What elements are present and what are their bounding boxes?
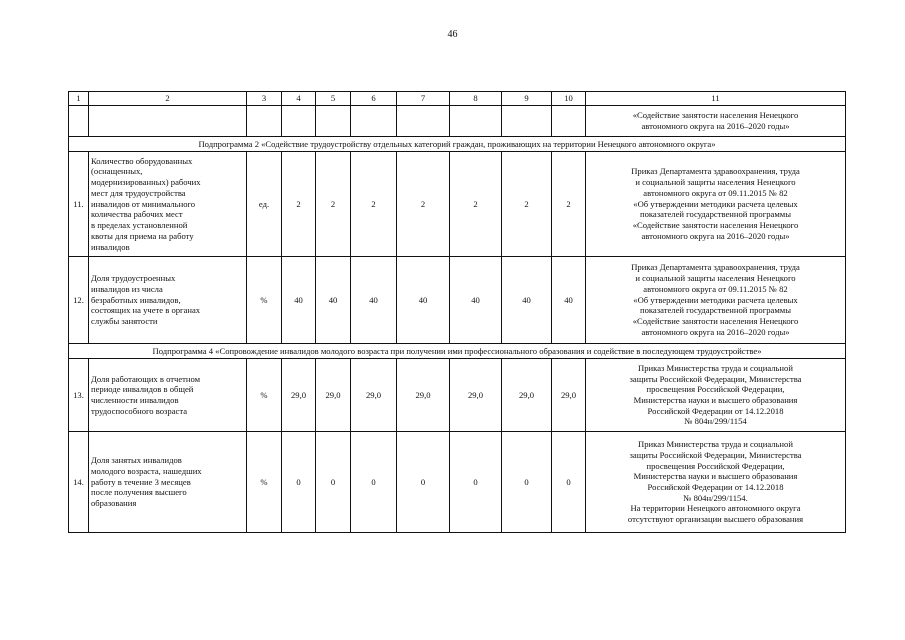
empty-cell [69, 106, 89, 137]
value-cell: 0 [397, 432, 450, 533]
source-line: автономного округа на 2016–2020 годы» [641, 326, 790, 337]
source-line: «Содействие занятости населения Ненецкого [632, 316, 799, 327]
source-cell [586, 359, 846, 432]
indicator-row [69, 432, 846, 533]
source-line: показателей государственной программы [639, 209, 792, 220]
source-line: защиты Российской Федерации, Министерства [629, 373, 802, 384]
value-cell: 40 [316, 257, 351, 344]
column-number: 11 [586, 92, 846, 106]
indicator-name-line: в пределах установленной [91, 220, 188, 231]
indicator-name-line: количества рабочих мест [91, 209, 183, 220]
subprogram-title: Подпрограмма 2 «Содействие трудоустройству отдельных категорий граждан, проживающих на территории Ненецкого автономного округа» [69, 137, 846, 152]
source-line: Министерства науки и высшего образования [633, 471, 798, 482]
empty-cell [450, 106, 502, 137]
indicator-name-line: молодого возраста, нашедших [91, 465, 202, 476]
indicator-name-line: образования [91, 498, 137, 509]
empty-cell [502, 106, 552, 137]
value-cell: 29,0 [450, 359, 502, 432]
value-cell: 29,0 [397, 359, 450, 432]
column-number-row [69, 92, 846, 106]
source-line: просвещения Российской Федерации, [646, 384, 785, 395]
value-cell: 0 [351, 432, 397, 533]
source-line: и социальной защиты населения Ненецкого [635, 177, 796, 188]
row-number: 11. [69, 152, 89, 257]
source-line: «Содействие занятости населения Ненецкого [632, 110, 799, 121]
empty-cell [247, 106, 282, 137]
source-line: автономного округа на 2016–2020 годы» [641, 121, 790, 131]
unit-cell: % [247, 359, 282, 432]
indicator-name-line: трудоспособного возраста [91, 405, 188, 416]
indicator-name-line: численности инвалидов [91, 395, 179, 405]
indicator-name [89, 359, 247, 432]
empty-cell [316, 106, 351, 137]
value-cell: 40 [282, 257, 316, 344]
source-line: № 804н/299/1154 [684, 416, 747, 427]
empty-cell [89, 106, 247, 137]
value-cell: 0 [282, 432, 316, 533]
value-cell: 2 [316, 152, 351, 257]
indicators-table [68, 91, 846, 533]
source-line: показателей государственной программы [639, 305, 792, 316]
value-cell: 29,0 [351, 359, 397, 432]
column-number: 5 [316, 92, 351, 106]
indicator-name-line: инвалидов от минимального [91, 198, 196, 209]
value-cell: 0 [450, 432, 502, 533]
source-cell [586, 152, 846, 257]
subprogram-title: Подпрограмма 4 «Сопровождение инвалидов молодого возраста при получении ими профессионального образования и содействие в последующем трудоустройстве» [69, 344, 846, 359]
column-number: 2 [89, 92, 247, 106]
row-number: 12. [69, 257, 89, 344]
unit-cell: % [247, 257, 282, 344]
indicator-name-line: Доля работающих в отчетном [91, 373, 201, 384]
source-line: «Содействие занятости населения Ненецкого [632, 220, 799, 231]
column-number: 6 [351, 92, 397, 106]
indicator-name-line: Количество оборудованных [91, 155, 193, 166]
indicator-name-line: квоты для приема на работу [91, 230, 194, 241]
indicator-name-line: Доля занятых инвалидов [91, 455, 182, 466]
source-line: Российской Федерации от 14.12.2018 [647, 405, 784, 416]
indicator-name-line: периоде инвалидов в общей [91, 384, 194, 395]
indicator-name-line: инвалидов [91, 241, 130, 252]
source-line: Российской Федерации от 14.12.2018 [647, 482, 784, 492]
value-cell: 40 [397, 257, 450, 344]
indicator-name [89, 257, 247, 344]
empty-cell [397, 106, 450, 137]
empty-cell [351, 106, 397, 137]
page-number: 46 [447, 29, 458, 40]
column-number: 4 [282, 92, 316, 106]
value-cell: 2 [397, 152, 450, 257]
column-number: 7 [397, 92, 450, 106]
source-line: На территории Ненецкого автономного округа [630, 503, 801, 514]
value-cell: 2 [552, 152, 586, 257]
indicator-name-line: модернизированных) рабочих [91, 177, 201, 188]
unit-cell: ед. [247, 152, 282, 257]
source-line: «Об утверждении методики расчета целевых [633, 198, 798, 209]
value-cell: 40 [450, 257, 502, 344]
indicator-name-line: (оснащенных, [91, 166, 143, 177]
source-line: автономного округа от 09.11.2015 № 82 [643, 283, 788, 294]
row-number: 14. [69, 432, 89, 533]
value-cell: 0 [316, 432, 351, 533]
source-line: Приказ Департамента здравоохранения, труда [631, 166, 800, 177]
indicator-name [89, 432, 247, 533]
indicator-name-line: мест для трудоустройства [91, 187, 186, 198]
value-cell: 0 [502, 432, 552, 533]
source-line: защиты Российской Федерации, Министерства [629, 449, 802, 460]
indicator-row [69, 359, 846, 432]
source-line: отсутствуют организации высшего образования [627, 514, 804, 525]
carryover-row [69, 106, 846, 137]
indicator-name-line: безработных инвалидов, [91, 294, 181, 305]
empty-cell [282, 106, 316, 137]
empty-cell [552, 106, 586, 137]
indicator-row [69, 152, 846, 257]
source-cell [586, 106, 846, 137]
source-cell [586, 257, 846, 344]
value-cell: 2 [351, 152, 397, 257]
value-cell: 40 [351, 257, 397, 344]
column-number: 8 [450, 92, 502, 106]
source-cell [586, 432, 846, 533]
column-number: 3 [247, 92, 282, 106]
indicator-name-line: службы занятости [91, 316, 158, 327]
column-number: 10 [552, 92, 586, 106]
source-line: № 804н/299/1154. [683, 492, 748, 503]
source-line: Приказ Департамента здравоохранения, труда [631, 262, 800, 273]
source-line: Приказ Министерства труда и социальной [638, 362, 793, 373]
indicator-name [89, 152, 247, 257]
source-line: автономного округа от 09.11.2015 № 82 [643, 187, 788, 198]
value-cell: 29,0 [502, 359, 552, 432]
column-number: 1 [69, 92, 89, 106]
value-cell: 29,0 [316, 359, 351, 432]
subprogram-row [69, 344, 846, 359]
value-cell: 40 [552, 257, 586, 344]
unit-cell: % [247, 432, 282, 533]
column-number: 9 [502, 92, 552, 106]
source-line: автономного округа на 2016–2020 годы» [641, 230, 790, 241]
value-cell: 0 [552, 432, 586, 533]
indicator-name-line: инвалидов из числа [91, 283, 163, 294]
source-line: и социальной защиты населения Ненецкого [635, 273, 796, 284]
value-cell: 2 [282, 152, 316, 257]
value-cell: 29,0 [552, 359, 586, 432]
indicator-name-line: работу в течение 3 месяцев [91, 476, 191, 487]
indicator-name-line: состоящих на учете в органах [91, 305, 201, 316]
value-cell: 2 [450, 152, 502, 257]
source-line: Министерства науки и высшего образования [633, 395, 798, 405]
value-cell: 29,0 [282, 359, 316, 432]
row-number: 13. [69, 359, 89, 432]
value-cell: 2 [502, 152, 552, 257]
source-line: просвещения Российской Федерации, [646, 460, 785, 471]
indicator-row [69, 257, 846, 344]
value-cell: 40 [502, 257, 552, 344]
indicator-name-line: после получения высшего [91, 487, 187, 498]
indicator-name-line: Доля трудоустроенных [91, 273, 176, 284]
source-line: Приказ Министерства труда и социальной [638, 439, 793, 450]
subprogram-row [69, 137, 846, 152]
source-line: «Об утверждении методики расчета целевых [633, 294, 798, 305]
